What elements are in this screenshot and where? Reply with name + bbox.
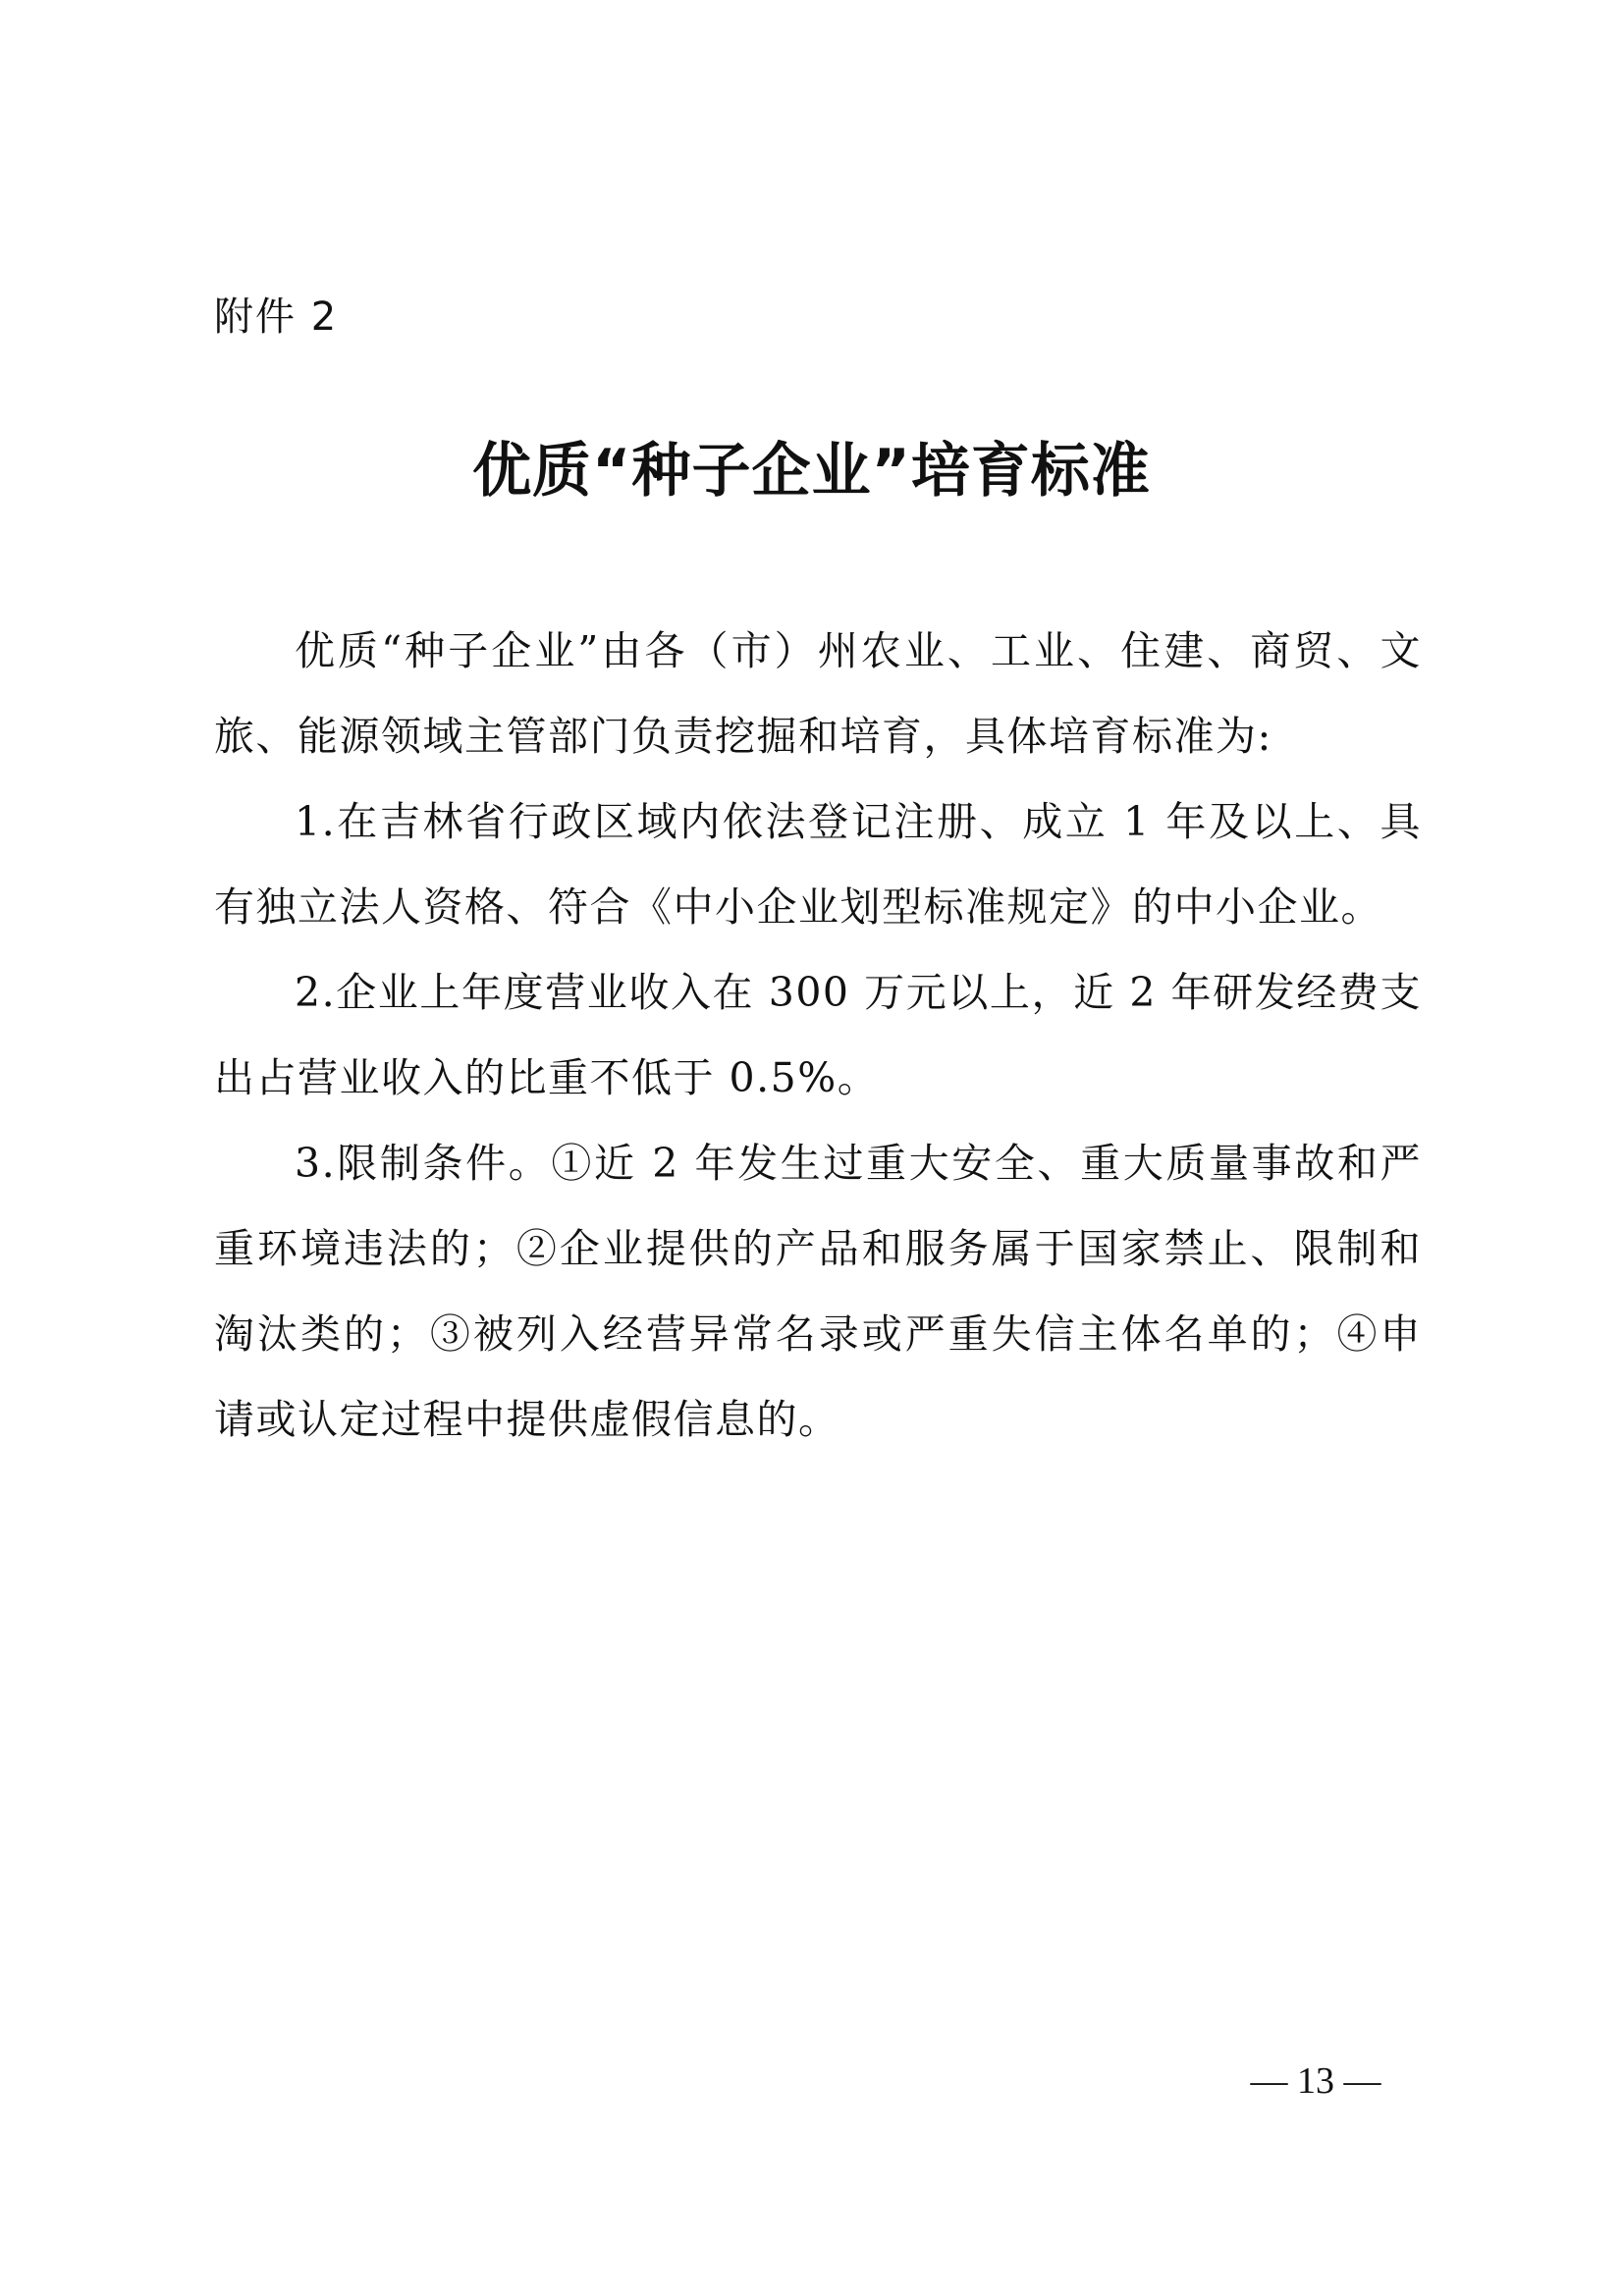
document-body [214,609,1422,1463]
paragraph-criterion-2: 2.企业上年度营业收入在 300 万元以上，近 2 年研发经费支出占营业收入的比重不低于 0.5%。 [214,969,1422,1101]
attachment-label: 附件 2 [214,294,339,340]
paragraph-criterion-3: 3.限制条件。①近 2 年发生过重大安全、重大质量事故和严重环境违法的；②企业提供的产品和服务属于国家禁止、限制和淘汰类的；③被列入经营异常名录或严重失信主体名单的；④申请或认定过程中提供虚假信息的。 [214,1140,1422,1443]
paragraph-criterion-1: 1.在吉林省行政区域内依法登记注册、成立 1 年及以上、具有独立法人资格、符合《中小企业划型标准规定》的中小企业。 [214,798,1422,931]
paragraph-intro: 优质“种子企业”由各（市）州农业、工业、住建、商贸、文旅、能源领域主管部门负责挖掘和培育，具体培育标准为: [214,627,1422,760]
page-number: — 13 — [1250,2060,1381,2102]
document-title: 优质“种子企业”培育标准 [472,437,1151,506]
